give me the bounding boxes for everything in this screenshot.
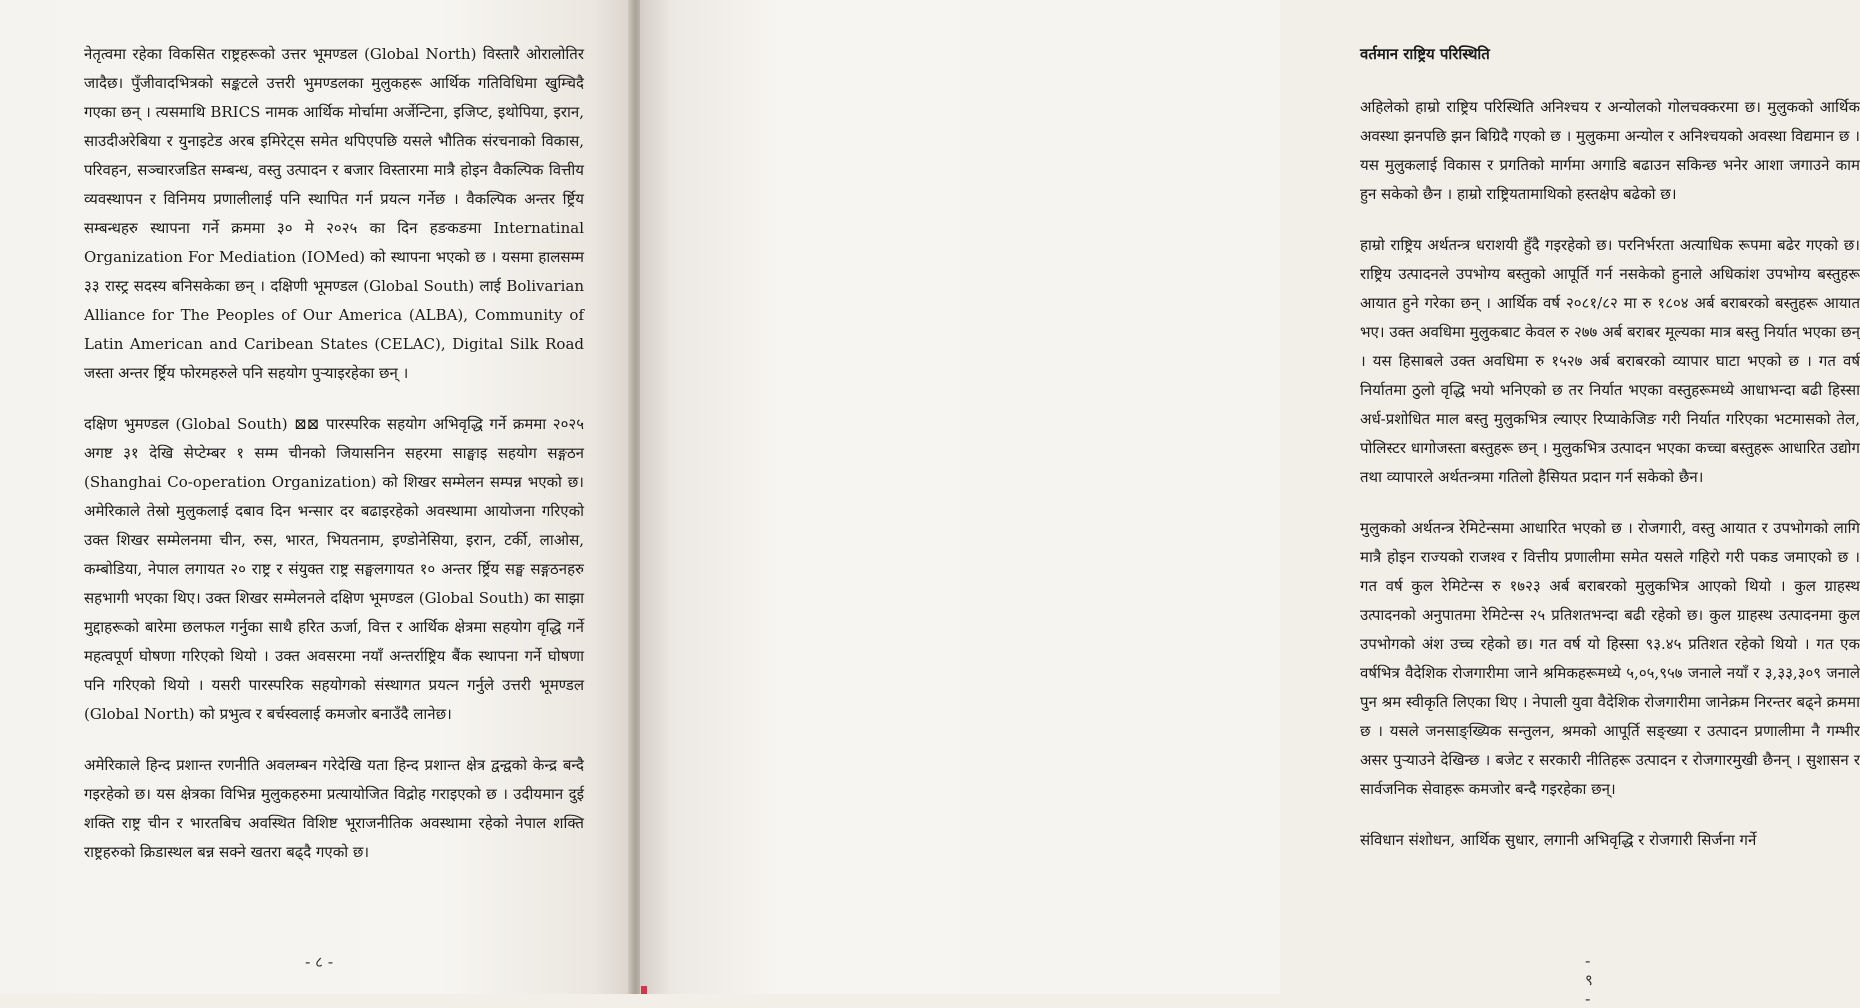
- left-page: [0, 0, 632, 994]
- left-paragraph-3: अमेरिकाले हिन्द प्रशान्त रणनीति अवलम्बन गरेदेखि यता हिन्द प्रशान्त क्षेत्र द्वन्द्वको केन्द्र बन्दै गइरहेको छ। यस क्षेत्रका विभिन्न मुलुकहरुमा प्रत्यायोजित विद्रोह गराइएको छ । उदीयमान दुई शक्ति राष्ट्र चीन र भारतबिच अवस्थित विशिष्ट भूराजनीतिक अवस्थामा रहेको नेपाल शक्ति राष्ट्रहरुको क्रिडास्थल बन्न सक्ने खतरा बढ्दै गएको छ।: [84, 756, 584, 861]
- left-page-body: [84, 40, 584, 867]
- left-page-number: - ८ -: [305, 953, 334, 971]
- left-paragraph-1: नेतृत्वमा रहेका विकसित राष्ट्रहरूको उत्तर भूमण्डल (Global North) विस्तारै ओरालोतिर जादैछ। पुँजीवादभित्रको सङ्कटले उत्तरी भुमण्डलका मुलुकहरू आर्थिक गतिविधिमा खुम्चिदै गएका छन् । त्यसमाथि BRICS नामक आर्थिक मोर्चामा अर्जेन्टिना, इजिप्ट, इथोपिया, इरान, साउदीअरेबिया र युनाइटेड अरब इमिरेट्स समेत थपिएपछि यसले भौतिक संरचनाको विकास, परिवहन, सञ्चारजडित सम्बन्ध, वस्तु उत्पादन र बजार विस्तारमा मात्रै होइन वैकल्पिक वित्तीय व्यवस्थापन र विनिमय प्रणालीलाई पनि स्थापित गर्न प्रयत्न गर्नेछ । वैकल्पिक अन्तर र्ष्ट्रिय सम्बन्धहरु स्थापना गर्ने क्रममा ३० मे २०२५ का दिन हङकङमा Internatinal Organization For Mediation (IOMed) को स्थापना भएको छ । यसमा हालसम्म ३३ रास्ट्र सदस्य बनिसकेका छन् । दक्षिणी भूमण्डल (Global South) लाई Bolivarian Alliance for The Peoples of Our America (ALBA), Community of Latin American and Caribean States (CELAC), Digital Silk Road जस्ता अन्तर र्ष्ट्रिय फोरमहरुले पनि सहयोग पुऱ्याइरहेका छन् ।: [84, 45, 585, 382]
- right-page: [640, 0, 1860, 1008]
- right-paragraph-1: अहिलेको हाम्रो राष्ट्रिय परिस्थिति अनिश्चय र अन्योलको गोलचक्करमा छ। मुलुकको आर्थिक अवस्था झनपछि झन बिग्रिदै गएको छ । मुलुकमा अन्योल र अनिश्चयको अवस्था विद्यमान छ । यस मुलुकलाई विकास र प्रगतिको मार्गमा अगाडि बढाउन सकिन्छ भनेर आशा जगाउने काम हुन सकेको छैन । हाम्रो राष्ट्रियतामाथिको हस्तक्षेप बढेको छ।: [1360, 98, 1860, 203]
- ribbon-marker: [641, 986, 647, 994]
- right-paragraph-3: मुलुकको अर्थतन्त्र रेमिटेन्समा आधारित भएको छ । रोजगारी, वस्तु आयात र उपभोगको लागि मात्रै होइन राज्यको राजश्व र वित्तीय प्रणालीमा समेत यसले गहिरो गरी पकड जमाएको छ । गत वर्ष कुल रेमिटेन्स रु १७२३ अर्ब बराबरको मुलुकभित्र आएको थियो । कुल ग्राहस्थ उत्पादनको अनुपातमा रेमिटेन्स २५ प्रतिशतभन्दा बढी रहेको छ। कुल ग्राहस्थ उत्पादनमा कुल उपभोगको अंश उच्च रहेको छ। गत वर्ष यो हिस्सा ९३.४५ प्रतिशत रहेको थियो । गत एक वर्षभित्र वैदेशिक रोजगारीमा जाने श्रमिकहरूमध्ये ५,०५,९५७ जनाले नयाँ र ३,३३,३०९ जनाले पुन श्रम स्वीकृति लिएका थिए । नेपाली युवा वैदेशिक रोजगारीमा जानेक्रम निरन्तर बढ्ने क्रममा छ । यसले जनसाङ्ख्यिक सन्तुलन, श्रमको आपूर्ति सङ्ख्या र उत्पादन प्रणालीमा नै गम्भीर असर पुऱ्याउने देखिन्छ । बजेट र सरकारी नीतिहरू उत्पादन र रोजगारमुखी छैनन् । सुशासन र सार्वजनिक सेवाहरू कमजोर बन्दै गइरहेका छन्।: [1360, 519, 1860, 798]
- section-heading: वर्तमान राष्ट्रिय परिस्थिति: [1360, 45, 1490, 63]
- left-paragraph-2: दक्षिण भुमण्डल (Global South) ⊠⊠ पारस्परिक सहयोग अभिवृद्धि गर्ने क्रममा २०२५ अगष्ट ३१ देखि सेप्टेम्बर १ सम्म चीनको जियासनिन सहरमा साङ्घाइ सहयोग सङ्गठन (Shanghai Co-operation Organization) को शिखर सम्मेलन सम्पन्न भएको छ। अमेरिकाले तेस्रो मुलुकलाई दबाव दिन भन्सार दर बढाइरहेको अवस्थामा आयोजना गरिएको उक्त शिखर सम्मेलनमा चीन, रुस, भारत, भियतनाम, इण्डोनेसिया, इरान, टर्की, लाओस, कम्बोडिया, नेपाल लगायत २० राष्ट्र र संयुक्त राष्ट्र सङ्घलगायत १० अन्तर र्ष्ट्रिय सङ्घ सङ्गठनहरु सहभागी भएका थिए। उक्त शिखर सम्मेलनले दक्षिण भूमण्डल (Global South) का साझा मुद्दाहरूको बारेमा छलफल गर्नुका साथै हरित ऊर्जा, वित्त र आर्थिक क्षेत्रमा सहयोग वृद्धि गर्ने महत्वपूर्ण घोषणा गरिएको थियो । उक्त अवसरमा नयाँ अन्तर्राष्ट्रिय बैंक स्थापना गर्ने घोषणा पनि गरिएको थियो । यसरी पारस्परिक सहयोगको संस्थागत प्रयत्न गर्नुले उत्तरी भूमण्डल (Global North) को प्रभुत्व र बर्चस्वलाई कमजोर बनाउँदै लानेछ।: [84, 415, 584, 723]
- right-page-number: - ९ -: [1585, 952, 1593, 1008]
- right-paragraph-4: संविधान संशोधन, आर्थिक सुधार, लगानी अभिवृद्धि र रोजगारी सिर्जना गर्ने: [1360, 831, 1757, 849]
- right-page-body: [1360, 40, 1860, 855]
- right-paragraph-2: हाम्रो राष्ट्रिय अर्थतन्त्र धराशयी हुँदै गइरहेको छ। परनिर्भरता अत्याधिक रूपमा बढेर गएको छ। राष्ट्रिय उत्पादनले उपभोग्य बस्तुको आपूर्ति गर्न नसकेको हुनाले अधिकांश उपभोग्य बस्तुहरू आयात हुने गरेका छन् । आर्थिक वर्ष २०८१/८२ मा रु १८०४ अर्ब बराबरको बस्तुहरू आयात भए। उक्त अवधिमा मुलुकबाट केवल रु २७७ अर्ब बराबर मूल्यका मात्र बस्तु निर्यात भएका छन् । यस हिसाबले उक्त अवधिमा रु १५२७ अर्ब बराबरको व्यापार घाटा भएको छ । गत वर्ष निर्यातमा ठुलो वृद्धि भयो भनिएको छ तर निर्यात भएका वस्तुहरूमध्ये आधाभन्दा बढी हिस्सा अर्ध-प्रशोधित माल बस्तु मुलुकभित्र ल्याएर रिप्याकेजिङ गरी निर्यात गरिएका भटमासको तेल, पोलिस्टर धागोजस्ता बस्तुहरू छन् । मुलुकभित्र उत्पादन भएका कच्चा बस्तुहरू आधारित उद्योग तथा व्यापारले अर्थतन्त्रमा गतिलो हैसियत प्रदान गर्न सकेको छैन।: [1360, 236, 1860, 486]
